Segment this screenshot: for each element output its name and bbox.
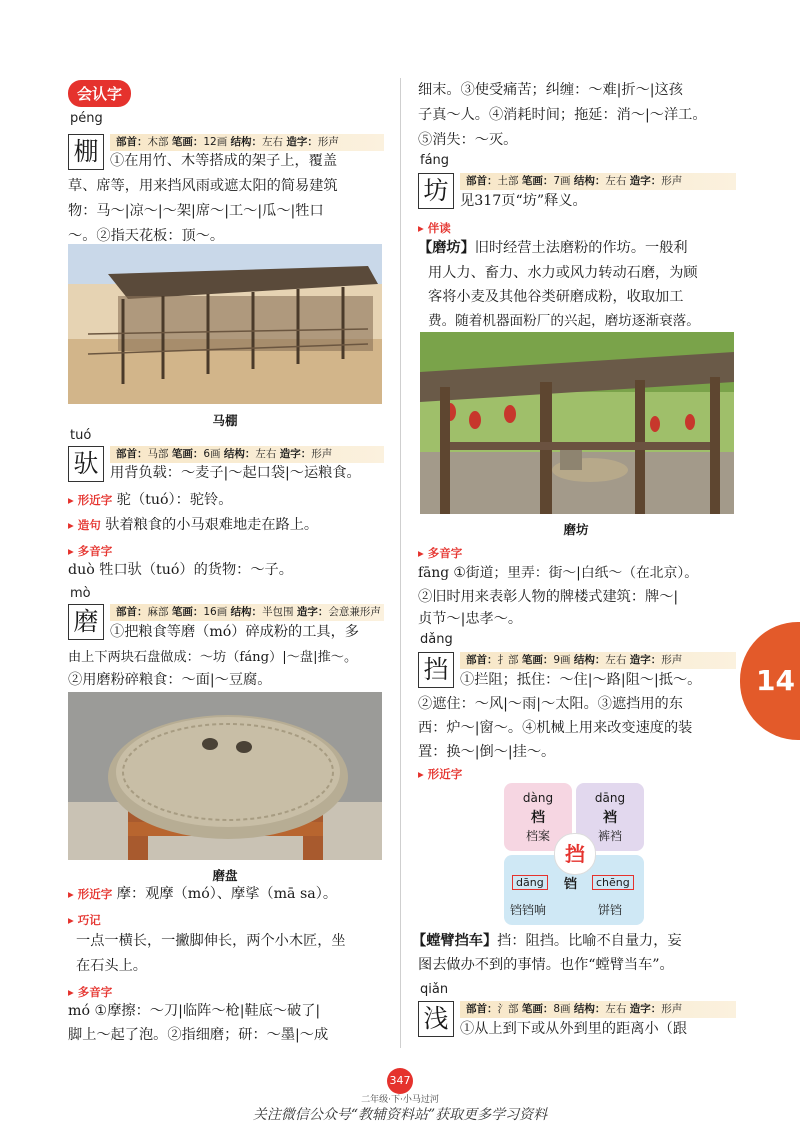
diagram-bottom: dāng 铛 chēng 铛铛响 饼铛 (504, 855, 644, 925)
dang-def-4: 置：换～|倒～|挂～。 (418, 744, 556, 760)
fang-char: 坊 (418, 173, 454, 209)
section-tag-label: 会认字 (68, 80, 131, 107)
chapter-number-tab: 14 (740, 622, 800, 740)
fang-pinyin: fáng (420, 153, 450, 168)
peng-def-3: 物：马～|凉～|～架|席～|工～|瓜～|牲口 (68, 203, 324, 219)
dang-def-1: ①拦阻；抵住：～住|～路|阻～|抵～。 (460, 672, 702, 688)
mo-char: 磨 (68, 604, 104, 640)
mo-tip-label: ▸ 巧记 (68, 912, 101, 928)
mo-def-3: ②用磨粉碎粮食：～面|～豆腐。 (68, 672, 272, 688)
footer-promo: 关注微信公众号“教辅资料站”获取更多学习资料 (252, 1107, 548, 1123)
dang-def-2: ②遮住：～风|～雨|～太阳。③遮挡用的东 (418, 696, 683, 712)
page-number: 347 (387, 1068, 413, 1094)
tuo-char: 驮 (68, 446, 104, 482)
horse-shed-caption: 马棚 (212, 413, 238, 428)
tuo-info: 部首：马部 笔画：6画 结构：左右 造字：形声 (110, 446, 384, 463)
tuo-poly: duò 牲口驮（tuó）的货物：～子。 (68, 562, 293, 578)
peng-info: 部首：木部 笔画：12画 结构：左右 造字：形声 (110, 134, 384, 151)
qian-def: ①从上到下或从外到里的距离小（跟 (460, 1021, 688, 1037)
fang-poly-1: fāng ①街道；里弄：街～|白纸～（在北京）。 (418, 565, 699, 581)
millstone-caption: 磨盘 (212, 868, 238, 883)
diagram-top-left: dàng 档 档案 (504, 783, 572, 851)
mill-house-caption: 磨坊 (563, 522, 589, 537)
mo-poly-label: ▸ 多音字 (68, 984, 112, 1000)
fang-read-3: 客将小麦及其他谷类研磨成粉，收取加工 (428, 289, 684, 305)
idiom-1: 【螳臂挡车】挡：阻挡。比喻不自量力，妄 (412, 933, 682, 949)
millstone-photo (68, 692, 382, 860)
mo-def-2: 由上下两块石盘做成：～坊（fáng）|～盘|推～。 (68, 650, 358, 665)
dang-info: 部首：扌部 笔画：9画 结构：左右 造字：形声 (460, 652, 736, 669)
tuo-def: 用背负载：～麦子|～起口袋|～运粮食。 (110, 465, 361, 481)
mo-def-1: ①把粮食等磨（mó）碎成粉的工具，多 (110, 624, 359, 640)
fang-read-label: ▸ 伴读 (418, 220, 451, 236)
peng-def-2: 草、席等，用来挡风雨或遮太阳的简易建筑 (68, 178, 338, 194)
tuo-pinyin: tuó (70, 428, 92, 443)
mo-info: 部首：麻部 笔画：16画 结构：半包围 造字：会意兼形声 (110, 604, 384, 621)
mo-poly-2: 脚上～起了泡。②指细磨；研：～墨|～成 (68, 1027, 329, 1043)
diagram-center: 挡 (554, 833, 596, 875)
fang-read-1: 【磨坊】旧时经营土法磨粉的作坊。一般利 (418, 240, 688, 256)
peng-char: 棚 (68, 134, 104, 170)
mo-cont-1: 细末。③使受痛苦；纠缠：～难|折～|这孩 (418, 82, 683, 98)
mo-similar: ▸ 形近字 摩：观摩（mó）、摩挲（mā sa）。 (68, 882, 382, 907)
fang-def: 见317页“坊”释义。 (460, 193, 587, 209)
peng-def-4: ～。②指天花板：顶～。 (68, 228, 225, 244)
fang-poly-3: 贞节～|忠孝～。 (418, 611, 523, 627)
qian-pinyin: qiǎn (420, 982, 449, 997)
peng-def-1: ①在用竹、木等搭成的架子上，覆盖 (110, 153, 338, 169)
mo-cont-3: ⑤消失：～灭。 (418, 132, 518, 148)
mo-poly-1: mó ①摩擦：～刀|临阵～枪|鞋底～破了| (68, 1003, 321, 1019)
mo-pinyin: mò (70, 586, 91, 601)
mill-house-photo (420, 332, 734, 514)
column-divider (400, 78, 401, 1048)
mo-tip-1: 一点一横长，一撇脚伸长，两个小木匠，坐 (76, 933, 346, 949)
fang-info: 部首：土部 笔画：7画 结构：左右 造字：形声 (460, 173, 736, 190)
similar-char-diagram (504, 783, 644, 925)
tuo-similar: ▸ 形近字 驼（tuó）：驼铃。 (68, 488, 382, 513)
dang-def-3: 西：炉～|窗～。④机械上用来改变速度的装 (418, 720, 693, 736)
mo-cont-2: 子真～人。④消耗时间；拖延：消～|～洋工。 (418, 107, 707, 123)
dang-pinyin: dǎng (420, 632, 453, 647)
fang-read-2: 用人力、畜力、水力或风力转动石磨，为顾 (428, 265, 698, 281)
footer-subtitle: 二年级·下·小马过河 (361, 1095, 439, 1105)
diagram-top-right: dāng 裆 裤裆 (576, 783, 644, 851)
fang-poly-label: ▸ 多音字 (418, 545, 462, 561)
dang-char: 挡 (418, 652, 454, 688)
qian-info: 部首：氵部 笔画：8画 结构：左右 造字：形声 (460, 1001, 736, 1018)
idiom-2: 图去做办不到的事情。也作“螳臂当车”。 (418, 957, 674, 973)
dang-similar-label: ▸ 形近字 (418, 766, 462, 782)
tuo-poly-label: ▸ 多音字 (68, 543, 112, 559)
qian-char: 浅 (418, 1001, 454, 1037)
peng-pinyin: péng (70, 111, 103, 126)
fang-read-4: 费。随着机器面粉厂的兴起，磨坊逐渐衰落。 (428, 313, 700, 329)
mo-tip-2: 在石头上。 (76, 958, 147, 974)
tuo-sentence: ▸ 造句 驮着粮食的小马艰难地走在路上。 (68, 513, 382, 538)
section-tag (68, 80, 131, 107)
horse-shed-photo (68, 244, 382, 404)
fang-poly-2: ②旧时用来表彰人物的牌楼式建筑：牌～| (418, 589, 679, 605)
